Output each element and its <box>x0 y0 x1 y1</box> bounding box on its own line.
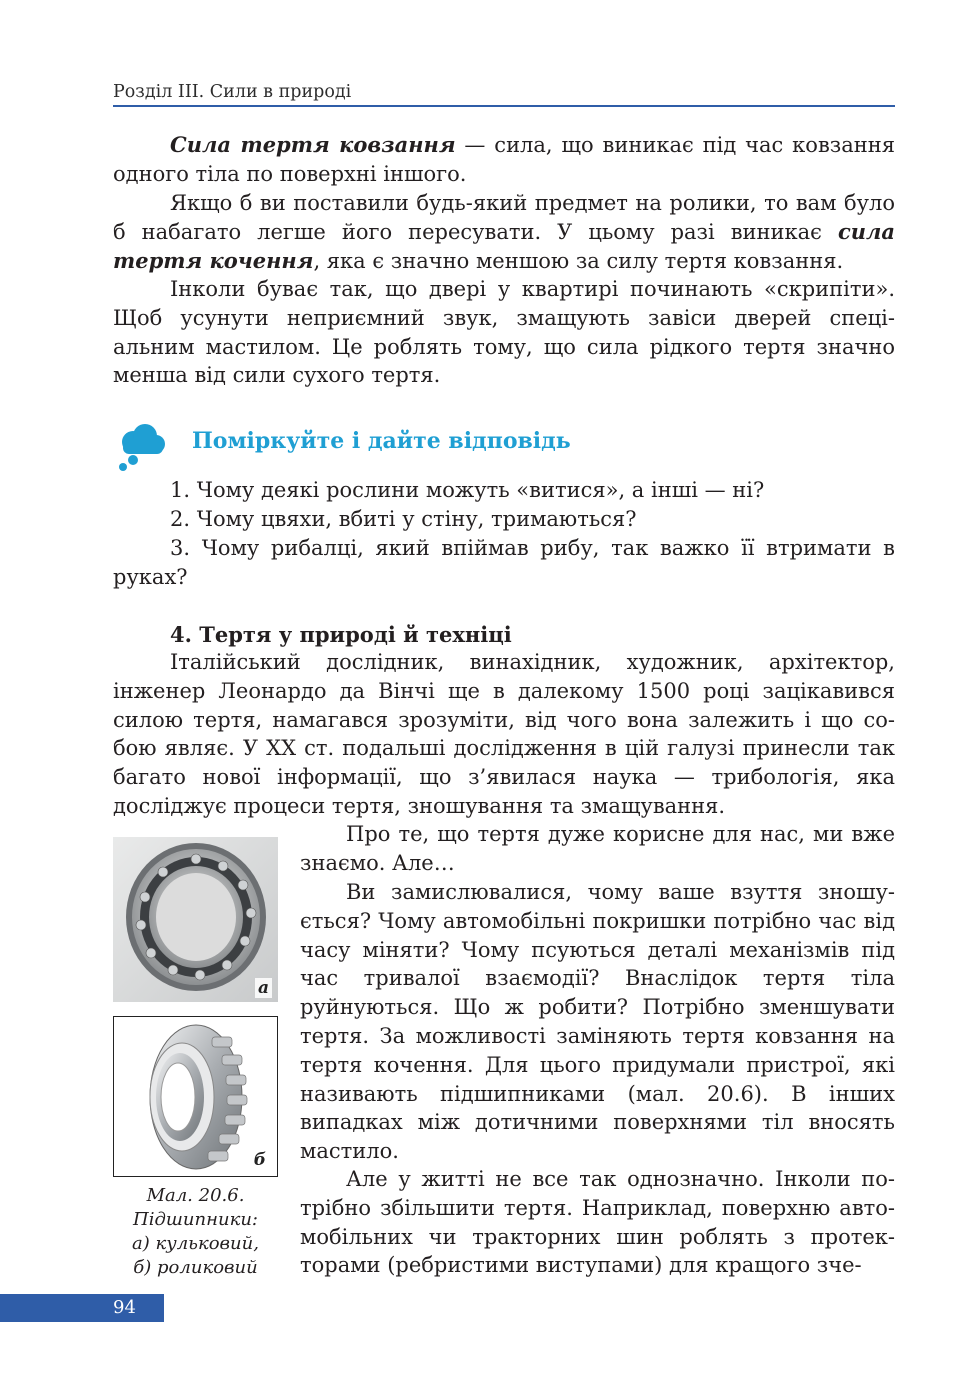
think-heading: Поміркуйте і дайте відповідь <box>192 428 571 454</box>
figure-label-b: б <box>251 1150 269 1170</box>
paragraph-bearings: Ви замислювалися, чому ваше взуття зношу-ється? Чому автомобільні покришки потрібно час від часу міняти? Чому псуються деталі механізмів під час тривалої взаємодії? Внаслідок тертя тіла руйнуються. Що ж робити? Потрібно зменшувати тертя. За можливості заміняють тертя ковзання на тертя кочення. Для цього придумали пристрої, які називають підшипниками (мал. 20.6). В інших випадках між дотичними поверхнями тіл вносять мастило. <box>300 880 895 1164</box>
caption-line: б) роликовий <box>133 1257 258 1278</box>
question-3: 3. Чому рибалці, який впіймав рибу, так важко її втримати в руках? <box>113 536 895 589</box>
caption-line: Підшипники: <box>133 1209 258 1230</box>
paragraph-lubrication: Інколи буває так, що двері у квартирі починають «скрипіти». Щоб усунути неприємний звук, змащують завіси дверей спеці-альним мастилом. Це роблять тому, що сила рідкого тертя значно менша від сили сухого тертя. <box>113 277 895 388</box>
figure-caption <box>113 1184 278 1280</box>
question-2: 2. Чому цвяхи, вбиті у стіну, тримаються? <box>170 507 637 531</box>
figure-label-a: а <box>255 978 272 998</box>
page-number-bar <box>0 1294 164 1322</box>
paragraph-rolling-friction <box>113 189 895 275</box>
page-number: 94 <box>113 1297 136 1318</box>
paragraph-text: , яка є значно меншою за силу тертя ковзання. <box>313 248 844 273</box>
term-sliding-friction: Сила тертя ковзання <box>170 132 456 157</box>
section-heading: 4. Тертя у природі й техніці <box>170 622 512 647</box>
caption-line: а) кульковий, <box>132 1233 259 1254</box>
paragraph-leonardo: Італійський дослідник, винахідник, художник, архітектор, інженер Леонардо да Вінчі ще в далекому 1500 році зацікавився силою тертя, намагався зрозуміти, від чого вона залежить і що со-бою являє. У ХХ ст. подальші дослідження в цій галузі принесли так багато нової інформації, що з’явилася наука — трибологія, яка досліджує процеси тертя, зношування та змащування. <box>113 650 895 818</box>
paragraph-text: Якщо б ви поставили будь-який предмет на ролики, то вам було б набагато легше його пересувати. У цьому разі виникає <box>113 191 895 244</box>
ball-bearing-illustration <box>113 837 278 1002</box>
paragraph-useful-friction: Про те, що тертя дуже корисне для нас, ми вже знаємо. Але… <box>300 822 895 875</box>
caption-line: Мал. 20.6. <box>146 1185 245 1206</box>
ball-bearing-image <box>113 837 278 1002</box>
thought-cloud-icon <box>113 422 169 474</box>
running-header: Розділ III. Сили в природі <box>113 82 352 102</box>
term-rolling-friction: сила тертя кочення <box>113 218 895 273</box>
header-rule <box>113 105 895 107</box>
paragraph-sliding-friction <box>113 131 895 189</box>
paragraph-text: — сила, що виникає під час ковзання одного тіла по поверхні іншого. <box>113 133 895 186</box>
question-1: 1. Чому деякі рослини можуть «витися», а інші — ні? <box>170 478 765 502</box>
roller-bearing-image <box>113 1016 278 1177</box>
paragraph-increase-friction: Але у житті не все так однозначно. Інколи по-трібно збільшити тертя. Наприклад, поверхню авто-мобільних чи тракторних шин роблять з протек-торами (ребристими виступами) для кращого зче- <box>300 1167 895 1278</box>
